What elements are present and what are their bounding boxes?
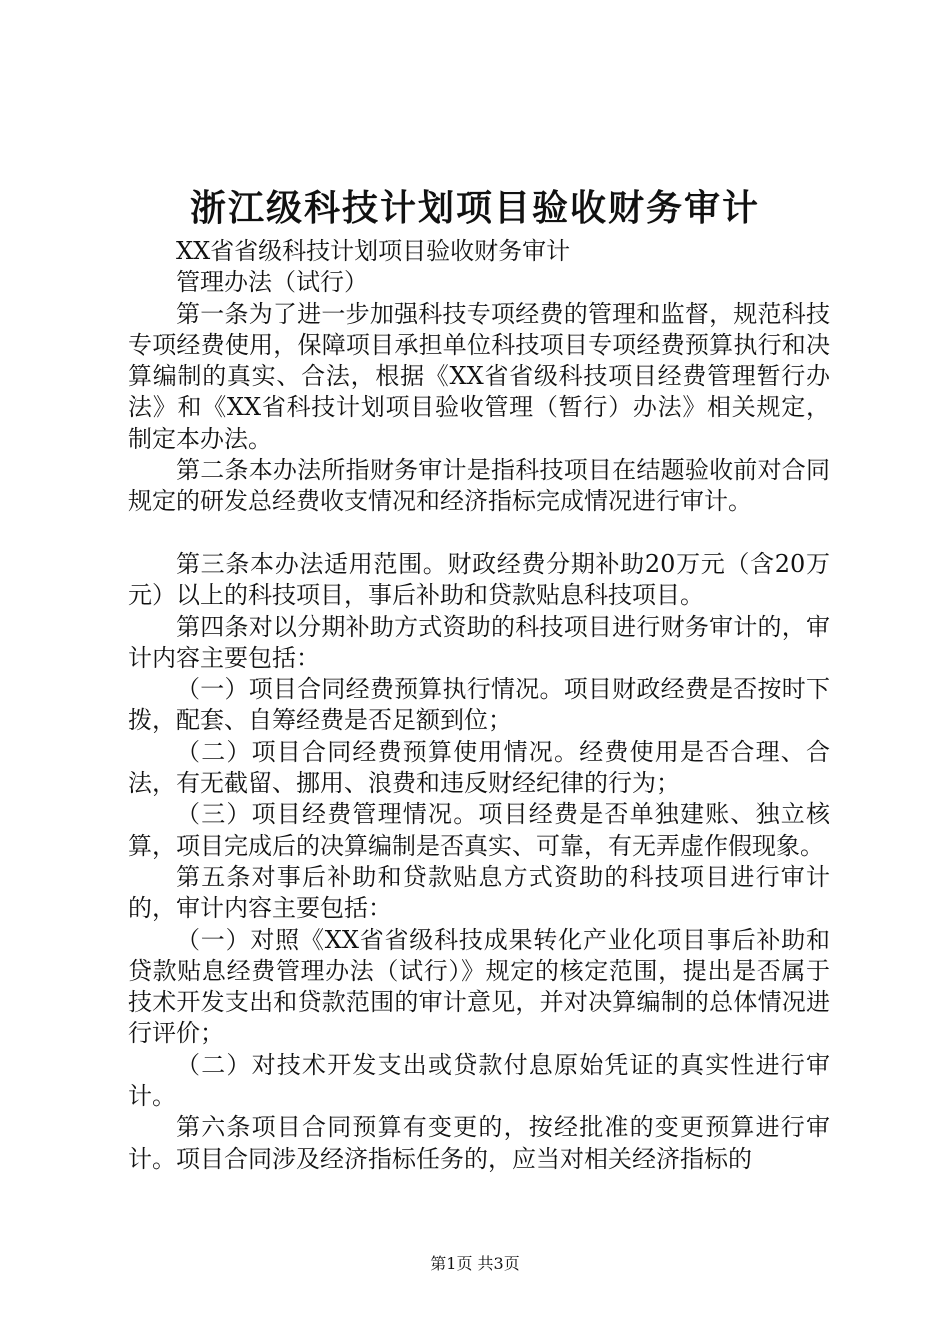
document-body	[128, 236, 830, 1175]
paragraph: 管理办法（试行）	[176, 268, 368, 297]
paragraph: XX省省级科技计划项目验收财务审计	[176, 237, 571, 265]
paragraph: 第五条对事后补助和贷款贴息方式资助的科技项目进行审计的，审计内容主要包括：	[128, 862, 830, 923]
paragraph: （一）项目合同经费预算执行情况。项目财政经费是否按时下拨，配套、自筹经费是否足额到位；	[128, 675, 830, 735]
document-title: 浙江级科技计划项目验收财务审计	[189, 187, 760, 229]
paragraph: 第一条为了进一步加强科技专项经费的管理和监督，规范科技专项经费使用，保障项目承担单位科技项目专项经费预算执行和决算编制的真实、合法，根据《XX省省级科技项目经费管理暂行办法》和《XX省科技计划项目验收管理（暂行）办法》相关规定，制定本办法。	[128, 299, 830, 453]
paragraph: （一）对照《XX省省级科技成果转化产业化项目事后补助和贷款贴息经费管理办法（试行）》规定的核定范围，提出是否属于技术开发支出和贷款范围的审计意见，并对决算编制的总体情况进行评价；	[128, 925, 830, 1048]
paragraph: 第三条本办法适用范围。财政经费分期补助20万元（含20万元）以上的科技项目，事后补助和贷款贴息科技项目。	[128, 549, 830, 610]
paragraph: 第二条本办法所指财务审计是指科技项目在结题验收前对合同规定的研发总经费收支情况和经济指标完成情况进行审计。	[128, 456, 830, 516]
paragraph: （二）项目合同经费预算使用情况。经费使用是否合理、合法，有无截留、挪用、浪费和违反财经纪律的行为；	[128, 737, 830, 798]
paragraph: （三）项目经费管理情况。项目经费是否单独建账、独立核算，项目完成后的决算编制是否真实、可靠，有无弄虚作假现象。	[128, 800, 830, 860]
paragraph: （二）对技术开发支出或贷款付息原始凭证的真实性进行审计。	[128, 1050, 830, 1111]
page-footer: 第1页 共3页	[430, 1254, 520, 1273]
paragraph: 第六条项目合同预算有变更的，按经批准的变更预算进行审计。项目合同涉及经济指标任务的，应当对相关经济指标的	[128, 1113, 830, 1173]
paragraph: 第四条对以分期补助方式资助的科技项目进行财务审计的，审计内容主要包括：	[128, 612, 830, 672]
